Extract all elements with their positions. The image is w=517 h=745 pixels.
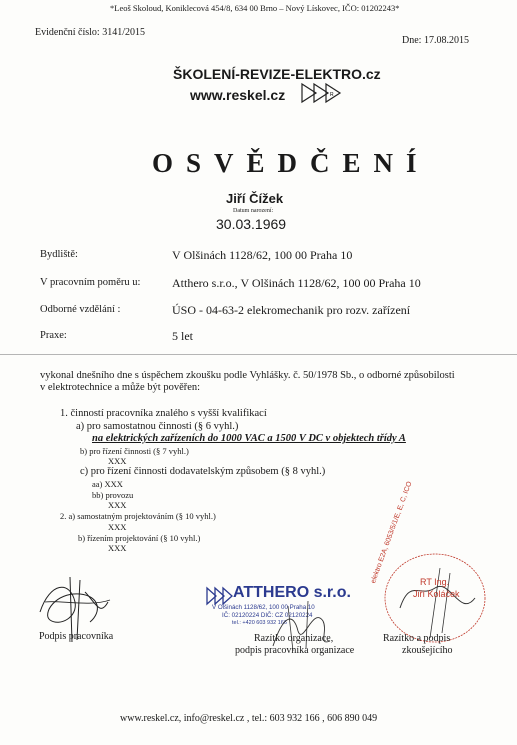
activity-1a-scope: na elektrických zařízeních do 1000 VAC a 1500 V DC v objektech třídy A bbox=[92, 433, 406, 444]
company-stamp-address: V Olšinách 1128/62, 100 00 Praha 10 bbox=[212, 604, 315, 611]
field-label-residence: Bydliště: bbox=[40, 249, 78, 260]
activity-2b-value: XXX bbox=[108, 543, 127, 553]
company-arrows-icon bbox=[205, 586, 235, 606]
footer-contacts: www.reskel.cz, info@reskel.cz , tel.: 603 932 166 , 606 890 049 bbox=[120, 713, 378, 724]
signature-label-org-2: podpis pracovníka organizace bbox=[235, 645, 355, 656]
field-label-practice: Praxe: bbox=[40, 330, 67, 341]
logo-title: ŠKOLENÍ-REVIZE-ELEKTRO.cz bbox=[173, 66, 381, 82]
examiner-stamp-name: Jiří Koláček bbox=[413, 589, 460, 599]
arrows-logo-icon bbox=[300, 82, 350, 104]
field-value-employer: Atthero s.r.o., V Olšinách 1128/62, 100 00 Praha 10 bbox=[172, 276, 421, 290]
signature-label-org-1: Razítko organizace, bbox=[254, 633, 334, 644]
signature-label-examiner-1: Razítko a podpis bbox=[383, 633, 451, 644]
activity-1c: c) pro řízení činnosti dodavatelským způsobem (§ 8 vyhl.) bbox=[80, 466, 326, 477]
company-stamp-ico: IČ: 02120224 DIČ: CZ 02120224 bbox=[222, 612, 313, 619]
field-value-education: ÚSO - 04-63-2 elekromechanik pro rozv. zařízení bbox=[172, 303, 411, 317]
statement-line-2: v elektrotechnice a může být pověřen: bbox=[40, 382, 201, 393]
activity-1a: a) pro samostatnou činnosti (§ 6 vyhl.) bbox=[76, 421, 239, 432]
examiner-stamp-ring-text: elektro E2A, 6053/5/1/E, E, C, ICO bbox=[370, 480, 414, 585]
field-label-education: Odborné vzdělání : bbox=[40, 304, 121, 315]
holder-name: Jiří Čížek bbox=[226, 191, 284, 206]
activity-1c-value: XXX bbox=[108, 500, 127, 510]
activity-1: 1. činností pracovníka znalého s vyšší kvalifikací bbox=[60, 408, 267, 419]
field-value-practice: 5 let bbox=[172, 329, 193, 343]
record-number: Evidenční číslo: 3141/2015 bbox=[35, 27, 145, 38]
statement-line-1: vykonal dnešního dne s úspěchem zkoušku podle Vyhlášky. č. 50/1978 Sb., o odborné způsobilosti bbox=[40, 370, 455, 381]
issue-date: Dne: 17.08.2015 bbox=[402, 35, 469, 46]
divider bbox=[0, 354, 517, 355]
svg-text:R: R bbox=[330, 92, 334, 98]
activity-1c-bb: bb) provozu bbox=[92, 490, 134, 500]
activity-2b: b) řízením projektování (§ 10 vyhl.) bbox=[78, 533, 201, 543]
activity-1b-value: XXX bbox=[108, 456, 127, 466]
company-stamp-tel: tel.: +420 603 932 166 bbox=[232, 620, 287, 626]
examiner-stamp-title: RT Ing. bbox=[420, 577, 450, 587]
signature-label-examiner-2: zkoušejícího bbox=[402, 645, 453, 656]
field-value-residence: V Olšinách 1128/62, 100 00 Praha 10 bbox=[172, 248, 353, 262]
birth-date-label: Datum narození: bbox=[233, 208, 274, 214]
activity-1b: b) pro řízení činnosti (§ 7 vyhl.) bbox=[80, 446, 189, 456]
logo-url: www.reskel.cz bbox=[190, 87, 286, 103]
activity-2a-value: XXX bbox=[108, 522, 127, 532]
activity-2a: 2. a) samostatným projektováním (§ 10 vyhl.) bbox=[60, 511, 216, 521]
signature-label-worker: Podpis pracovníka bbox=[39, 631, 114, 642]
activity-1c-aa: aa) XXX bbox=[92, 479, 123, 489]
field-label-employer: V pracovním poměru u: bbox=[40, 277, 141, 288]
company-stamp-name: ATTHERO s.r.o. bbox=[233, 584, 351, 601]
issuer-address: *Leoš Skoloud, Koniklecová 454/8, 634 00 Brno – Nový Lískovec, IČO: 01202243* bbox=[110, 3, 400, 13]
certificate-title: OSVĚDČENÍ bbox=[152, 148, 430, 178]
birth-date: 30.03.1969 bbox=[216, 216, 287, 232]
